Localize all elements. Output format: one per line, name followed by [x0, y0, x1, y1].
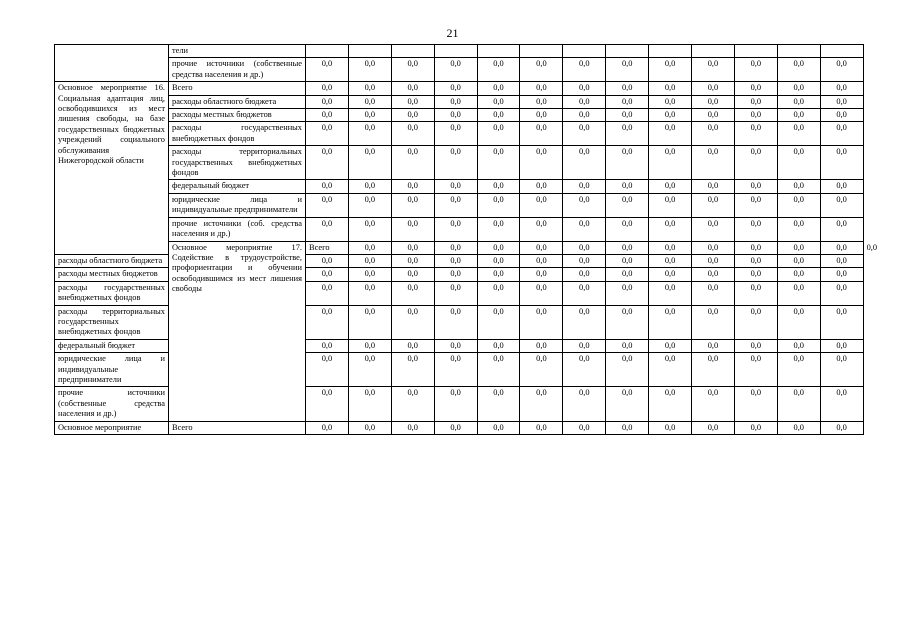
value-cell: 0,0: [563, 109, 606, 122]
funding-source-cell: расходы областного бюджета: [55, 254, 169, 267]
value-cell: 0,0: [391, 180, 434, 193]
value-cell: 0,0: [520, 109, 563, 122]
value-cell: 0,0: [734, 421, 777, 434]
funding-source-cell: прочие источники (собственные средства населения и др.): [55, 387, 169, 421]
funding-source-cell: юридические лица и индивидуальные предприниматели: [169, 193, 306, 217]
event-cell: [55, 45, 169, 82]
value-cell: 0,0: [348, 58, 391, 82]
value-cell: 0,0: [306, 122, 349, 146]
value-cell: 0,0: [306, 58, 349, 82]
value-cell: 0,0: [348, 95, 391, 108]
value-cell: 0,0: [820, 217, 863, 241]
value-cell: 0,0: [820, 193, 863, 217]
value-cell: 0,0: [391, 305, 434, 339]
value-cell: [820, 45, 863, 58]
value-cell: 0,0: [692, 241, 735, 254]
value-cell: [520, 45, 563, 58]
value-cell: 0,0: [434, 268, 477, 281]
value-cell: 0,0: [820, 95, 863, 108]
value-cell: 0,0: [563, 353, 606, 387]
value-cell: 0,0: [477, 193, 520, 217]
table-row: [55, 45, 864, 58]
value-cell: 0,0: [520, 95, 563, 108]
value-cell: 0,0: [692, 217, 735, 241]
value-cell: 0,0: [820, 58, 863, 82]
value-cell: 0,0: [606, 58, 649, 82]
value-cell: 0,0: [820, 268, 863, 281]
value-cell: 0,0: [649, 421, 692, 434]
value-cell: 0,0: [692, 339, 735, 352]
value-cell: [434, 45, 477, 58]
value-cell: 0,0: [477, 268, 520, 281]
value-cell: 0,0: [777, 122, 820, 146]
value-cell: 0,0: [606, 82, 649, 95]
value-cell: 0,0: [649, 268, 692, 281]
funding-source-cell: прочие источники (собственные средства населения и др.): [169, 58, 306, 82]
value-cell: 0,0: [777, 109, 820, 122]
value-cell: 0,0: [820, 109, 863, 122]
value-cell: 0,0: [477, 281, 520, 305]
value-cell: 0,0: [563, 217, 606, 241]
value-cell: 0,0: [477, 146, 520, 180]
budget-table: [54, 44, 878, 435]
value-cell: 0,0: [434, 180, 477, 193]
value-cell: 0,0: [348, 241, 391, 254]
value-cell: 0,0: [434, 109, 477, 122]
value-cell: 0,0: [348, 193, 391, 217]
value-cell: 0,0: [777, 339, 820, 352]
value-cell: [391, 45, 434, 58]
table-row: [55, 109, 864, 122]
value-cell: 0,0: [692, 421, 735, 434]
value-cell: 0,0: [391, 339, 434, 352]
value-cell: 0,0: [606, 241, 649, 254]
value-cell: 0,0: [606, 122, 649, 146]
value-cell: 0,0: [434, 122, 477, 146]
value-cell: 0,0: [520, 387, 563, 421]
value-cell: 0,0: [520, 281, 563, 305]
value-cell: 0,0: [306, 109, 349, 122]
value-cell: 0,0: [520, 193, 563, 217]
value-cell: 0,0: [306, 421, 349, 434]
value-cell: [477, 45, 520, 58]
value-cell: 0,0: [734, 180, 777, 193]
value-cell: 0,0: [391, 241, 434, 254]
value-cell: 0,0: [734, 353, 777, 387]
value-cell: 0,0: [606, 268, 649, 281]
event-cell: Основное мероприятие 17. Содействие в трудоустройстве, профориентации и обучении освободившимся из мест лишения свободы: [169, 241, 306, 421]
funding-source-cell: тели: [169, 45, 306, 58]
value-cell: 0,0: [692, 353, 735, 387]
value-cell: 0,0: [391, 217, 434, 241]
value-cell: 0,0: [734, 109, 777, 122]
value-cell: 0,0: [692, 193, 735, 217]
value-cell: 0,0: [348, 254, 391, 267]
value-cell: 0,0: [520, 58, 563, 82]
value-cell: 0,0: [520, 180, 563, 193]
value-cell: 0,0: [563, 268, 606, 281]
value-cell: 0,0: [391, 122, 434, 146]
value-cell: 0,0: [563, 58, 606, 82]
value-cell: 0,0: [692, 82, 735, 95]
value-cell: 0,0: [391, 281, 434, 305]
value-cell: 0,0: [391, 58, 434, 82]
value-cell: 0,0: [391, 95, 434, 108]
value-cell: 0,0: [477, 353, 520, 387]
value-cell: 0,0: [348, 146, 391, 180]
value-cell: 0,0: [563, 193, 606, 217]
value-cell: 0,0: [649, 339, 692, 352]
value-cell: 0,0: [434, 254, 477, 267]
value-cell: 0,0: [348, 281, 391, 305]
value-cell: 0,0: [391, 387, 434, 421]
value-cell: 0,0: [734, 217, 777, 241]
value-cell: 0,0: [563, 339, 606, 352]
value-cell: 0,0: [820, 146, 863, 180]
value-cell: 0,0: [734, 241, 777, 254]
event-cell: Основное мероприятие: [55, 421, 169, 434]
funding-source-cell: расходы областного бюджета: [169, 95, 306, 108]
value-cell: 0,0: [734, 146, 777, 180]
value-cell: 0,0: [563, 180, 606, 193]
funding-source-cell: расходы местных бюджетов: [55, 268, 169, 281]
value-cell: 0,0: [692, 254, 735, 267]
value-cell: 0,0: [520, 421, 563, 434]
value-cell: 0,0: [734, 305, 777, 339]
value-cell: 0,0: [777, 281, 820, 305]
table-row: [55, 217, 864, 241]
value-cell: 0,0: [563, 241, 606, 254]
value-cell: 0,0: [563, 305, 606, 339]
value-cell: 0,0: [306, 387, 349, 421]
value-cell: 0,0: [649, 109, 692, 122]
funding-source-cell: расходы государственных внебюджетных фондов: [169, 122, 306, 146]
value-cell: [563, 45, 606, 58]
value-cell: 0,0: [734, 339, 777, 352]
value-cell: 0,0: [606, 281, 649, 305]
value-cell: 0,0: [434, 217, 477, 241]
value-cell: 0,0: [734, 254, 777, 267]
value-cell: 0,0: [477, 95, 520, 108]
value-cell: 0,0: [434, 421, 477, 434]
table-row: Основное мероприятие 17. Содействие в трудоустройстве, профориентации и обучении освободившимся из мест лишения свободы Всего 0,0 0,0 0,0 0,0 0,0 0,0 0,0 0,0 0,0 0,0 0,0 0,0 0,0: [55, 241, 864, 254]
value-cell: 0,0: [306, 281, 349, 305]
value-cell: 0,0: [391, 109, 434, 122]
value-cell: 0,0: [606, 254, 649, 267]
value-cell: 0,0: [520, 339, 563, 352]
value-cell: 0,0: [692, 146, 735, 180]
value-cell: 0,0: [434, 281, 477, 305]
value-cell: 0,0: [434, 193, 477, 217]
value-cell: 0,0: [734, 281, 777, 305]
value-cell: 0,0: [777, 217, 820, 241]
value-cell: 0,0: [777, 95, 820, 108]
value-cell: 0,0: [606, 217, 649, 241]
value-cell: 0,0: [348, 339, 391, 352]
value-cell: 0,0: [306, 254, 349, 267]
value-cell: 0,0: [477, 58, 520, 82]
value-cell: 0,0: [606, 193, 649, 217]
value-cell: 0,0: [563, 281, 606, 305]
value-cell: [734, 45, 777, 58]
value-cell: 0,0: [306, 82, 349, 95]
value-cell: 0,0: [649, 241, 692, 254]
value-cell: 0,0: [649, 353, 692, 387]
value-cell: 0,0: [434, 387, 477, 421]
value-cell: 0,0: [306, 268, 349, 281]
value-cell: 0,0: [520, 146, 563, 180]
table-row: [55, 95, 864, 108]
funding-source-cell: расходы государственных внебюджетных фондов: [55, 281, 169, 305]
value-cell: 0,0: [734, 387, 777, 421]
funding-source-cell: прочие источники (соб. средства населения и др.): [169, 217, 306, 241]
funding-source-cell: расходы территориальных государственных внебюджетных фондов: [55, 305, 169, 339]
value-cell: 0,0: [692, 268, 735, 281]
value-cell: 0,0: [734, 268, 777, 281]
value-cell: 0,0: [520, 353, 563, 387]
value-cell: 0,0: [649, 95, 692, 108]
value-cell: 0,0: [434, 82, 477, 95]
value-cell: 0,0: [563, 146, 606, 180]
value-cell: 0,0: [734, 193, 777, 217]
value-cell: [649, 45, 692, 58]
value-cell: 0,0: [649, 305, 692, 339]
value-cell: 0,0: [692, 387, 735, 421]
funding-source-cell: Всего: [169, 82, 306, 95]
value-cell: 0,0: [777, 180, 820, 193]
value-cell: 0,0: [820, 82, 863, 95]
value-cell: 0,0: [734, 122, 777, 146]
value-cell: 0,0: [434, 339, 477, 352]
funding-source-cell: расходы местных бюджетов: [169, 109, 306, 122]
value-cell: 0,0: [606, 353, 649, 387]
table-body: [55, 45, 878, 435]
value-cell: 0,0: [391, 353, 434, 387]
value-cell: 0,0: [649, 122, 692, 146]
value-cell: 0,0: [777, 146, 820, 180]
value-cell: 0,0: [820, 353, 863, 387]
value-cell: 0,0: [606, 95, 649, 108]
value-cell: [777, 45, 820, 58]
table-row: [55, 122, 864, 146]
value-cell: 0,0: [777, 193, 820, 217]
value-cell: 0,0: [777, 387, 820, 421]
value-cell: 0,0: [777, 241, 820, 254]
value-cell: 0,0: [391, 421, 434, 434]
event-cell: Основное мероприятие 16. Социальная адаптация лиц, освободившихся из мест лишения свободы, на базе государственных бюджетных учреждений социального обслуживания Нижегородской области: [55, 82, 169, 255]
value-cell: 0,0: [692, 109, 735, 122]
value-cell: 0,0: [649, 193, 692, 217]
value-cell: 0,0: [306, 305, 349, 339]
value-cell: 0,0: [820, 180, 863, 193]
value-cell: [306, 45, 349, 58]
value-cell: 0,0: [692, 180, 735, 193]
value-cell: 0,0: [734, 82, 777, 95]
value-cell: 0,0: [563, 122, 606, 146]
value-cell: [692, 45, 735, 58]
value-cell: 0,0: [434, 146, 477, 180]
value-cell: 0,0: [391, 268, 434, 281]
value-cell: 0,0: [348, 421, 391, 434]
value-cell: 0,0: [777, 82, 820, 95]
page-number: 21: [446, 26, 459, 40]
value-cell: 0,0: [306, 217, 349, 241]
value-cell: 0,0: [348, 305, 391, 339]
value-cell: 0,0: [348, 109, 391, 122]
value-cell: 0,0: [348, 122, 391, 146]
value-cell: 0,0: [820, 387, 863, 421]
table-row: [55, 58, 864, 82]
value-cell: 0,0: [306, 193, 349, 217]
value-cell: 0,0: [820, 241, 863, 254]
value-cell: 0,0: [391, 82, 434, 95]
value-cell: 0,0: [306, 353, 349, 387]
value-cell: [348, 45, 391, 58]
value-cell: 0,0: [434, 95, 477, 108]
value-cell: 0,0: [306, 339, 349, 352]
value-cell: 0,0: [477, 82, 520, 95]
funding-source-cell: расходы территориальных государственных внебюджетных фондов: [169, 146, 306, 180]
table-row: [55, 146, 864, 180]
value-cell: 0,0: [348, 82, 391, 95]
value-cell: 0,0: [477, 241, 520, 254]
value-cell: 0,0: [306, 146, 349, 180]
value-cell: 0,0: [477, 387, 520, 421]
value-cell: 0,0: [820, 421, 863, 434]
value-cell: 0,0: [777, 305, 820, 339]
value-cell: 0,0: [692, 305, 735, 339]
value-cell: 0,0: [348, 387, 391, 421]
value-cell: 0,0: [777, 353, 820, 387]
funding-source-cell: федеральный бюджет: [169, 180, 306, 193]
value-cell: 0,0: [777, 268, 820, 281]
value-cell: 0,0: [820, 281, 863, 305]
value-cell: 0,0: [434, 241, 477, 254]
funding-source-cell: Всего: [169, 421, 306, 434]
value-cell: 0,0: [820, 339, 863, 352]
value-cell: 0,0: [563, 254, 606, 267]
value-cell: 0,0: [606, 305, 649, 339]
value-cell: 0,0: [649, 387, 692, 421]
value-cell: 0,0: [649, 180, 692, 193]
value-cell: [606, 45, 649, 58]
value-cell: 0,0: [520, 268, 563, 281]
value-cell: 0,0: [649, 254, 692, 267]
value-cell: 0,0: [477, 109, 520, 122]
funding-source-cell: федеральный бюджет: [55, 339, 169, 352]
value-cell: 0,0: [348, 268, 391, 281]
table-row: [55, 180, 864, 193]
value-cell: 0,0: [606, 421, 649, 434]
value-cell: 0,0: [477, 254, 520, 267]
value-cell: 0,0: [520, 254, 563, 267]
table-row: [55, 421, 864, 434]
value-cell: 0,0: [692, 95, 735, 108]
value-cell: 0,0: [820, 254, 863, 267]
value-cell: 0,0: [520, 305, 563, 339]
value-cell: 0,0: [777, 58, 820, 82]
value-cell: 0,0: [649, 82, 692, 95]
value-cell: 0,0: [563, 82, 606, 95]
table-row: [55, 82, 864, 95]
value-cell: 0,0: [391, 146, 434, 180]
value-cell: 0,0: [692, 122, 735, 146]
value-cell: 0,0: [348, 180, 391, 193]
value-cell: 0,0: [649, 217, 692, 241]
value-cell: 0,0: [606, 387, 649, 421]
value-cell: 0,0: [477, 421, 520, 434]
value-cell: 0,0: [820, 305, 863, 339]
value-cell: 0,0: [777, 254, 820, 267]
value-cell: 0,0: [734, 95, 777, 108]
value-cell: 0,0: [391, 254, 434, 267]
value-cell: 0,0: [606, 339, 649, 352]
value-cell: 0,0: [692, 58, 735, 82]
value-cell: 0,0: [477, 122, 520, 146]
value-cell: 0,0: [606, 109, 649, 122]
funding-source-cell: Всего: [306, 241, 349, 254]
value-cell: 0,0: [649, 281, 692, 305]
value-cell: 0,0: [692, 281, 735, 305]
value-cell: 0,0: [434, 58, 477, 82]
value-cell: 0,0: [777, 421, 820, 434]
value-cell: 0,0: [306, 95, 349, 108]
value-cell: 0,0: [563, 421, 606, 434]
value-cell: 0,0: [477, 180, 520, 193]
value-cell: 0,0: [477, 217, 520, 241]
value-cell: 0,0: [306, 180, 349, 193]
value-cell: 0,0: [606, 180, 649, 193]
value-cell: 0,0: [563, 387, 606, 421]
value-cell: 0,0: [606, 146, 649, 180]
value-cell: 0,0: [520, 217, 563, 241]
value-cell: 0,0: [348, 217, 391, 241]
funding-source-cell: юридические лица и индивидуальные предприниматели: [55, 353, 169, 387]
value-cell: 0,0: [477, 339, 520, 352]
value-cell: 0,0: [434, 305, 477, 339]
value-cell: 0,0: [348, 353, 391, 387]
value-cell: 0,0: [391, 193, 434, 217]
value-cell: 0,0: [563, 95, 606, 108]
value-cell: 0,0: [649, 146, 692, 180]
value-cell: 0,0: [820, 122, 863, 146]
value-cell: 0,0: [520, 241, 563, 254]
value-cell: 0,0: [477, 305, 520, 339]
value-cell: 0,0: [434, 353, 477, 387]
value-cell: 0,0: [649, 58, 692, 82]
value-cell: 0,0: [520, 122, 563, 146]
value-cell: 0,0: [520, 82, 563, 95]
value-cell: 0,0: [734, 58, 777, 82]
table-row: [55, 193, 864, 217]
